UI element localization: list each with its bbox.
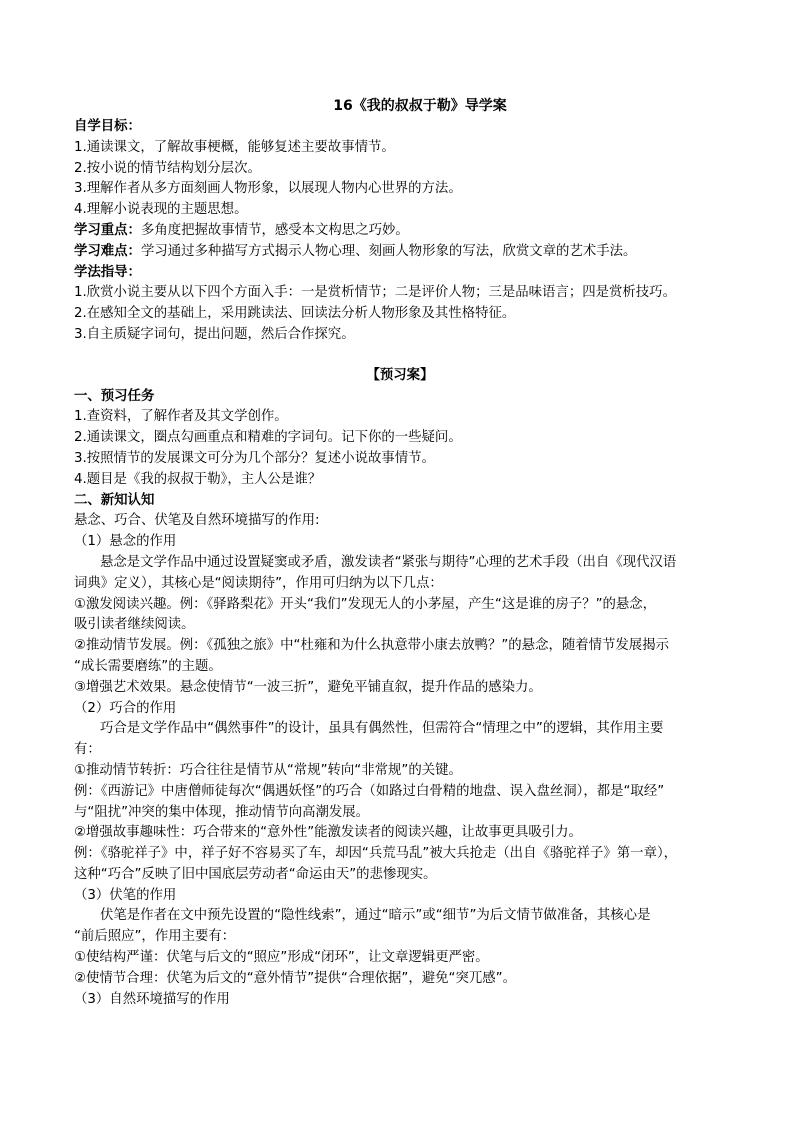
key-point-text: 多角度把握故事情节，感受本文构思之巧妙。 xyxy=(140,222,409,238)
task-item: 1.查资料，了解作者及其文学创作。 xyxy=(74,409,288,425)
method-item: 3.自主质疑字词句，提出问题，然后合作探究。 xyxy=(74,326,355,342)
coincidence-paragraph: 有： xyxy=(74,742,101,758)
environment-heading: （3）自然环境描写的作用 xyxy=(74,991,230,1007)
key-point xyxy=(74,221,726,242)
suspense-paragraph: 悬念是文学作品中通过设置疑窦或矛盾，激发读者“紧张与期待”心理的艺术手段（出自《现代汉语 xyxy=(100,554,677,570)
goal-item: 4.理解小说表现的主题思想。 xyxy=(74,202,248,218)
coincidence-paragraph: 巧合是文学作品中“偶然事件”的设计，虽具有偶然性，但需符合“情理之中”的逻辑，其作用主要 xyxy=(100,721,664,737)
foreshadow-point: ①使结构严谨：伏笔与后文的“照应”形成“闭环”，让文章逻辑更严密。 xyxy=(74,950,489,966)
goal-item: 1.通读课文，了解故事梗概，能够复述主要故事情节。 xyxy=(74,139,395,155)
method-item: 1.欣赏小说主要从以下四个方面入手：一是赏析情节；二是评价人物；三是品味语言；四是赏析技巧。 xyxy=(74,285,676,301)
preview-heading: 【预习案】 xyxy=(366,367,434,383)
coincidence-example: 这种“巧合”反映了旧中国底层劳动者“命运由天”的悲惨现实。 xyxy=(74,866,437,882)
new-knowledge-intro: 悬念、巧合、伏笔及自然环境描写的作用: xyxy=(74,513,320,529)
coincidence-heading: （2）巧合的作用 xyxy=(74,700,177,716)
foreshadow-paragraph: “前后照应”，作用主要有： xyxy=(74,929,236,945)
difficulty xyxy=(74,242,726,263)
coincidence-example: 例：《骆驼祥子》中，祥子好不容易买了车，却因“兵荒马乱”被大兵抢走（出自《骆驼祥子》第一章）， xyxy=(74,846,678,862)
new-knowledge-heading: 二、新知认知 xyxy=(74,492,155,508)
method-item: 2.在感知全文的基础上，采用跳读法、回读法分析人物形象及其性格特征。 xyxy=(74,306,516,322)
goal-item: 2.按小说的情节结构划分层次。 xyxy=(74,160,261,176)
difficulty-label: 学习难点： xyxy=(74,243,141,259)
coincidence-point: ①推动情节转折：巧合往往是情节从“常规”转向“非常规”的关键。 xyxy=(74,762,462,778)
document-page xyxy=(74,96,726,1010)
goal-item: 3.理解作者从多方面刻画人物形象，以展现人物内心世界的方法。 xyxy=(74,181,462,197)
suspense-point: 吸引读者继续阅读。 xyxy=(74,617,195,633)
task-item: 4.题目是《我的叔叔于勒》，主人公是谁？ xyxy=(74,471,322,487)
foreshadow-heading: （3）伏笔的作用 xyxy=(74,887,177,903)
task-item: 3.按照情节的发展课文可分为几个部分？复述小说故事情节。 xyxy=(74,450,435,466)
method-heading: 学法指导： xyxy=(74,264,141,280)
suspense-point: ③增强艺术效果。悬念使情节“一波三折”，避免平铺直叙，提升作品的感染力。 xyxy=(74,679,542,695)
coincidence-example: 例：《西游记》中唐僧师徒每次“偶遇妖怪”的巧合（如路过白骨精的地盘、误入盘丝洞），都是“取经” xyxy=(74,783,665,799)
task-item: 2.通读课文，圈点勾画重点和精难的字词句。记下你的一些疑问。 xyxy=(74,430,462,446)
suspense-heading: （1）悬念的作用 xyxy=(74,534,177,550)
suspense-point: “成长需要磨练”的主题。 xyxy=(74,658,222,674)
foreshadow-paragraph: 伏笔是作者在文中预先设置的“隐性线索”，通过“暗示”或“细节”为后文情节做准备，其核心是 xyxy=(100,908,651,924)
key-point-label: 学习重点： xyxy=(74,222,141,238)
suspense-point: ①激发阅读兴趣。例：《驿路梨花》开头“我们”发现无人的小茅屋，产生“这是谁的房子？”的悬念， xyxy=(74,596,657,612)
foreshadow-point: ②使情节合理：伏笔为后文的“意外情节”提供“合理依据”，避免“突兀感”。 xyxy=(74,970,516,986)
page-title: 16《我的叔叔于勒》导学案 xyxy=(333,98,507,114)
task-heading: 一、预习任务 xyxy=(74,388,155,404)
goals-heading: 自学目标： xyxy=(74,119,141,134)
coincidence-point: ②增强故事趣味性：巧合带来的“意外性”能激发读者的阅读兴趣，让故事更具吸引力。 xyxy=(74,825,582,841)
suspense-point: ②推动情节发展。例：《孤独之旅》中“杜雍和为什么执意带小康去放鸭？”的悬念，随着情节发展揭示 xyxy=(74,638,669,654)
spacer xyxy=(74,346,726,366)
difficulty-text: 学习通过多种描写方式揭示人物心理、刻画人物形象的写法，欣赏文章的艺术手法。 xyxy=(140,243,637,259)
suspense-paragraph: 词典》定义），其核心是“阅读期待”，作用可归纳为以下几点： xyxy=(74,575,443,591)
coincidence-example: 与“阻扰”冲突的集中体现，推动情节向高潮发展。 xyxy=(74,804,370,820)
